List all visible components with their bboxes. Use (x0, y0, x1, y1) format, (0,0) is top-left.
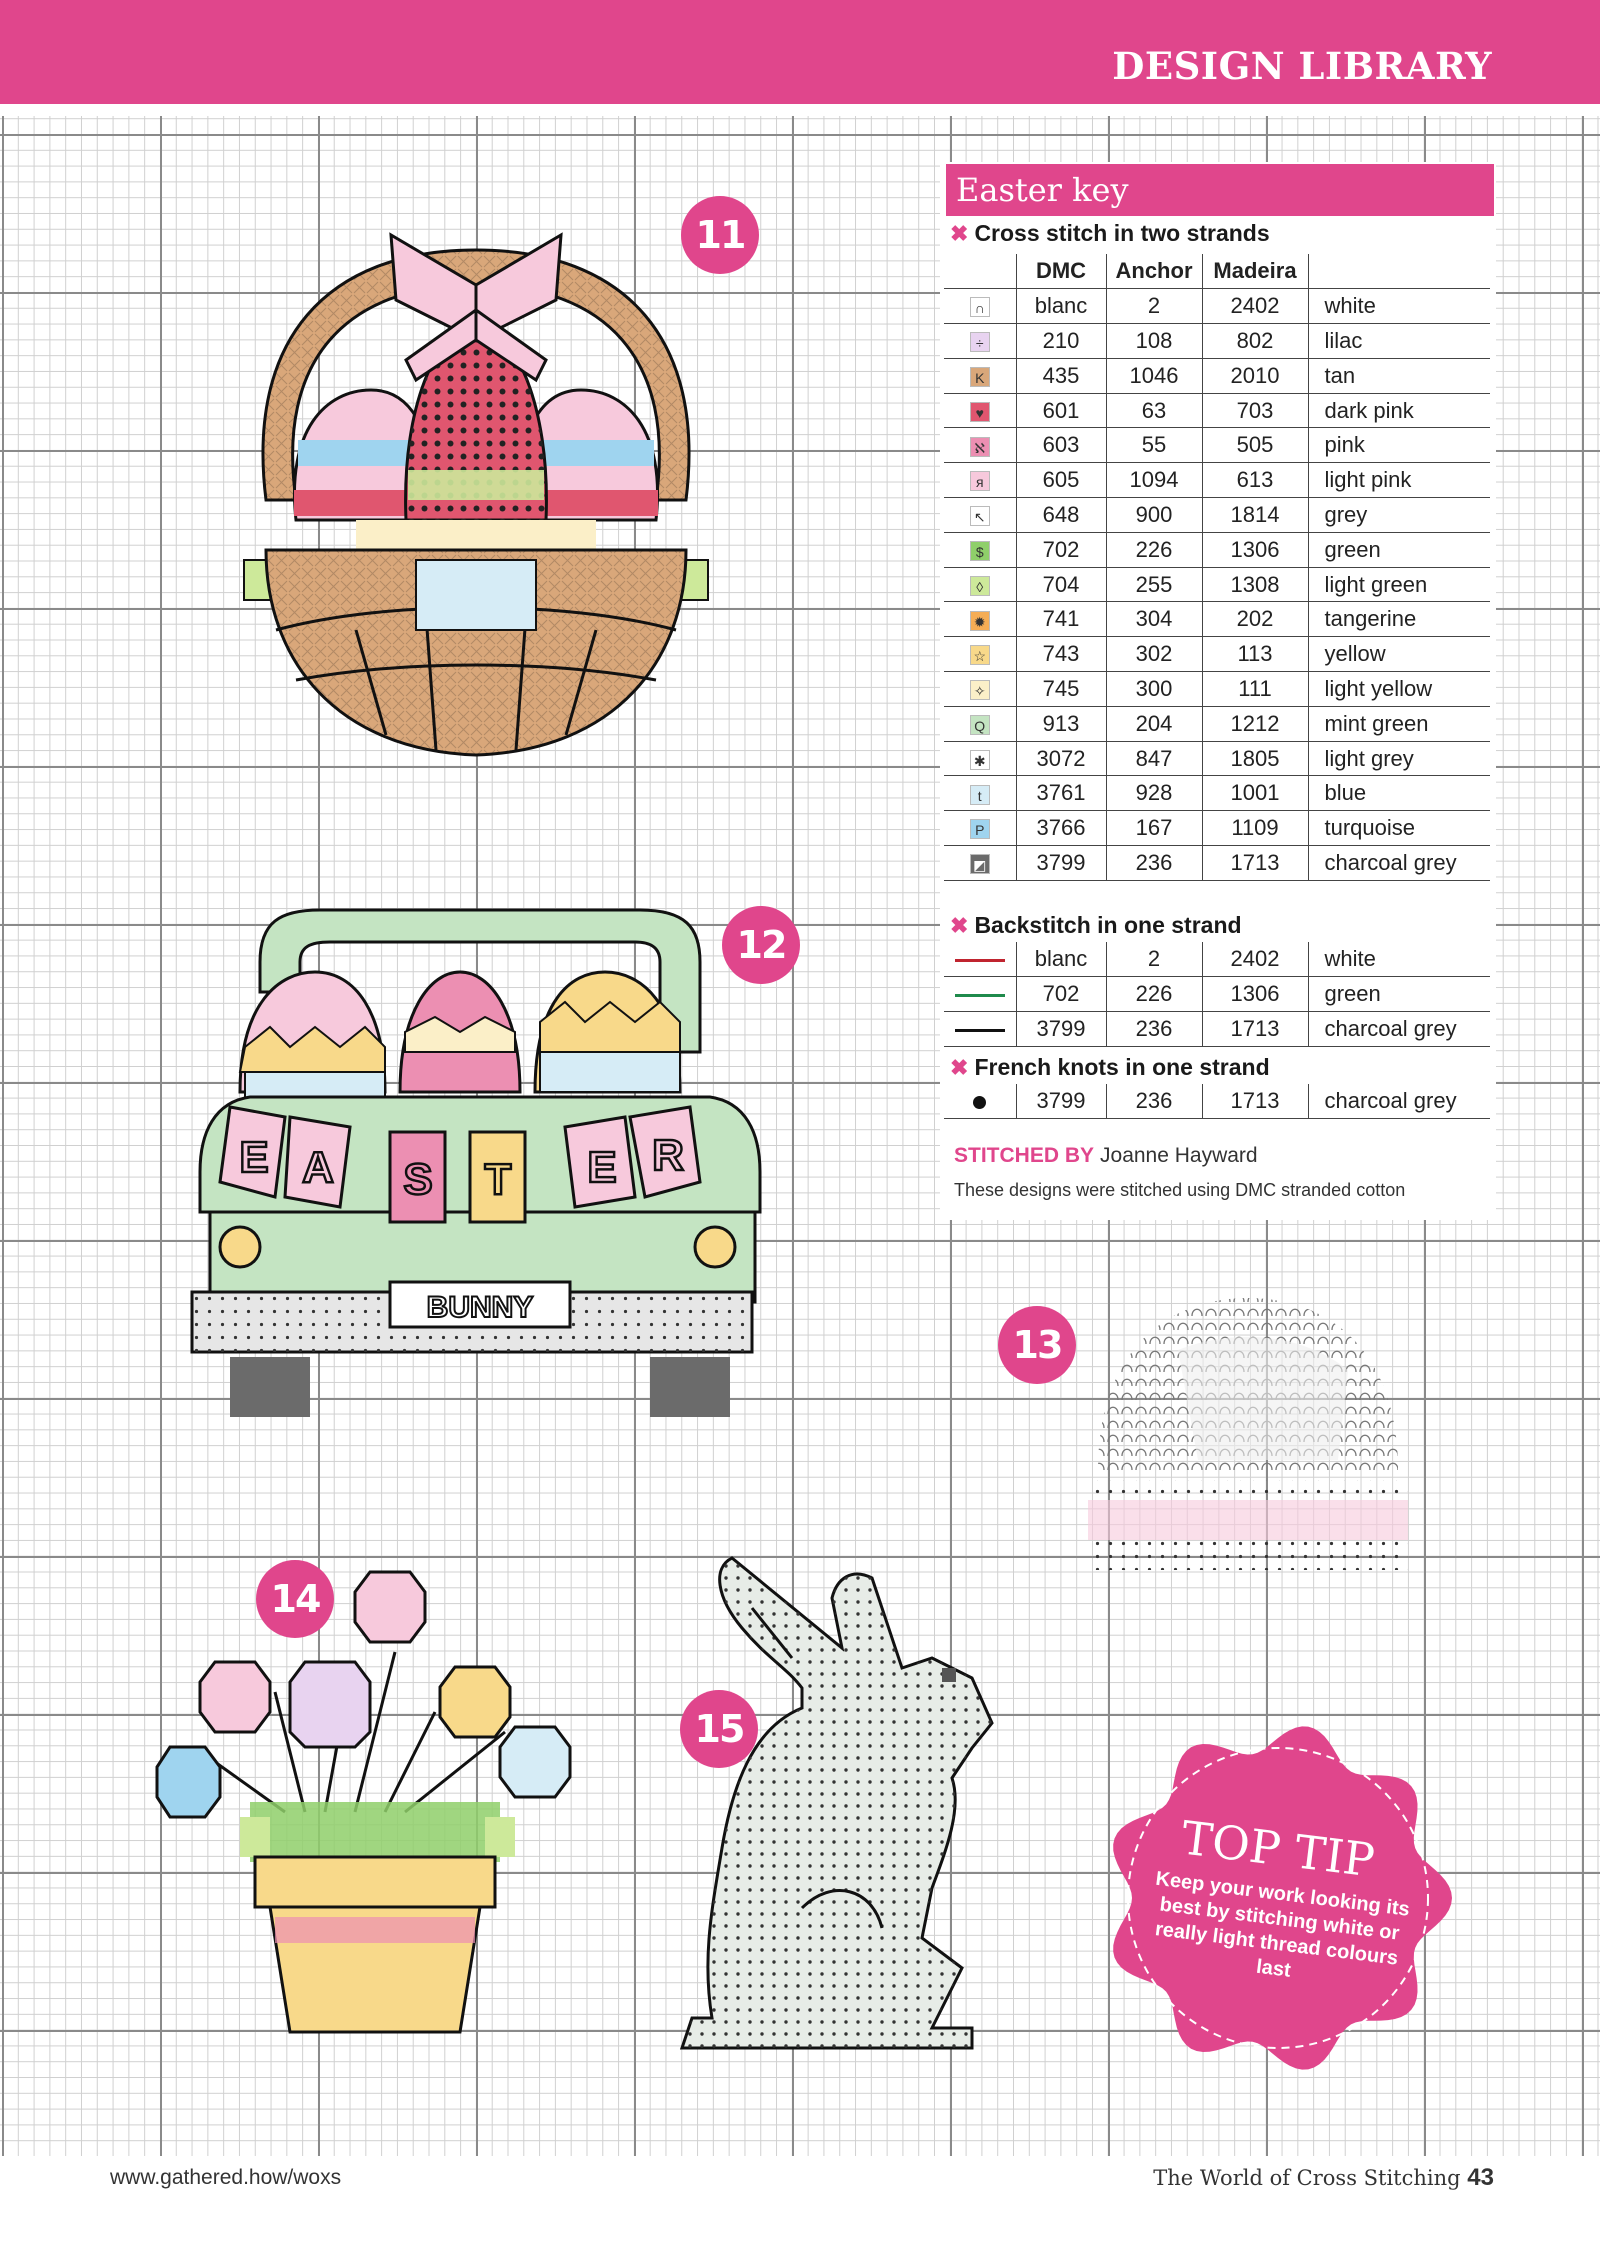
knot-swatch-cell (944, 1084, 1016, 1119)
madeira-cell: 1109 (1202, 811, 1308, 846)
madeira-cell: 613 (1202, 463, 1308, 498)
cross-stitch-heading (950, 220, 1270, 247)
key-row (944, 942, 1490, 977)
key-row (944, 977, 1490, 1012)
truck-letter-s: S (403, 1155, 433, 1204)
anchor-cell: 236 (1106, 846, 1202, 881)
dmc-column-header: DMC (1016, 254, 1106, 289)
colour-name-cell: lilac (1308, 324, 1490, 359)
symbol-cell (944, 672, 1016, 707)
stitch-symbol-icon: ✧ (970, 680, 990, 700)
colour-name-cell: charcoal grey (1308, 1012, 1490, 1047)
stitched-by (954, 1144, 1258, 1168)
madeira-cell: 703 (1202, 393, 1308, 428)
dmc-cell: blanc (1016, 289, 1106, 324)
footer-magazine (1153, 2164, 1494, 2192)
madeira-cell: 111 (1202, 672, 1308, 707)
key-row (944, 567, 1490, 602)
madeira-cell: 2402 (1202, 942, 1308, 977)
anchor-cell: 847 (1106, 741, 1202, 776)
magazine-name: The World of Cross Stitching (1153, 2166, 1461, 2190)
line-swatch-cell (944, 942, 1016, 977)
truck-letter-a: A (302, 1143, 334, 1192)
cross-icon: ✖ (950, 913, 969, 938)
line-swatch-cell (944, 977, 1016, 1012)
stitch-symbol-icon: я (970, 471, 990, 491)
dmc-cell: 435 (1016, 358, 1106, 393)
colour-name-cell: white (1308, 289, 1490, 324)
symbol-cell (944, 289, 1016, 324)
colour-name-cell: white (1308, 942, 1490, 977)
anchor-cell: 1046 (1106, 358, 1202, 393)
madeira-cell: 2010 (1202, 358, 1308, 393)
anchor-cell: 255 (1106, 567, 1202, 602)
anchor-cell: 300 (1106, 672, 1202, 707)
madeira-cell: 1212 (1202, 706, 1308, 741)
top-tip-badge (1098, 1718, 1458, 2078)
key-row (944, 393, 1490, 428)
french-knot-dot-icon (973, 1096, 986, 1109)
madeira-cell: 1713 (1202, 846, 1308, 881)
anchor-cell: 108 (1106, 324, 1202, 359)
colour-name-cell: light grey (1308, 741, 1490, 776)
colour-name-cell: mint green (1308, 706, 1490, 741)
key-row (944, 324, 1490, 359)
madeira-cell: 2402 (1202, 289, 1308, 324)
colour-name-cell: charcoal grey (1308, 846, 1490, 881)
truck-letter-t: T (484, 1155, 512, 1204)
key-row (944, 428, 1490, 463)
stitch-symbol-icon: ◊ (970, 576, 990, 596)
colour-name-cell: dark pink (1308, 393, 1490, 428)
colour-name-cell: pink (1308, 428, 1490, 463)
backstitch-heading (950, 912, 1242, 939)
colour-name-cell: light green (1308, 567, 1490, 602)
dmc-cell: 3799 (1016, 846, 1106, 881)
dmc-cell: 603 (1016, 428, 1106, 463)
key-row (944, 672, 1490, 707)
design-number-15: 15 (680, 1690, 758, 1768)
symbol-cell (944, 428, 1016, 463)
header-bar (0, 0, 1600, 104)
stitch-symbol-icon: $ (970, 541, 990, 561)
key-row (944, 1084, 1490, 1119)
symbol-cell (944, 637, 1016, 672)
stitch-symbol-icon: ✱ (970, 750, 990, 770)
cross-stitch-heading-text: Cross stitch in two strands (974, 220, 1270, 246)
symbol-cell (944, 706, 1016, 741)
anchor-column-header: Anchor (1106, 254, 1202, 289)
symbol-cell (944, 324, 1016, 359)
key-row (944, 358, 1490, 393)
colour-name-cell: grey (1308, 498, 1490, 533)
easter-key-panel (940, 162, 1496, 1220)
name-column-header (1308, 254, 1490, 289)
stitch-symbol-icon: ∩ (970, 297, 990, 317)
symbol-cell (944, 602, 1016, 637)
thread-note: These designs were stitched using DMC stranded cotton (954, 1180, 1406, 1200)
top-tip-title: TOP TIP (1178, 1810, 1378, 1888)
madeira-cell: 1713 (1202, 1012, 1308, 1047)
symbol-cell (944, 811, 1016, 846)
anchor-cell: 226 (1106, 977, 1202, 1012)
dmc-cell: 3072 (1016, 741, 1106, 776)
anchor-cell: 928 (1106, 776, 1202, 811)
dmc-cell: 210 (1016, 324, 1106, 359)
colour-name-cell: tan (1308, 358, 1490, 393)
madeira-cell: 202 (1202, 602, 1308, 637)
design-number-14: 14 (256, 1560, 334, 1638)
symbol-cell (944, 846, 1016, 881)
key-row (944, 741, 1490, 776)
stitched-by-name: Joanne Hayward (1100, 1144, 1258, 1167)
dmc-cell: 3799 (1016, 1012, 1106, 1047)
anchor-cell: 226 (1106, 532, 1202, 567)
line-swatch-cell (944, 1012, 1016, 1047)
backstitch-line-icon (955, 959, 1005, 962)
design-number-13: 13 (998, 1306, 1076, 1384)
stitch-symbol-icon: ☆ (970, 645, 990, 665)
dmc-cell: 648 (1016, 498, 1106, 533)
dmc-cell: 745 (1016, 672, 1106, 707)
anchor-cell: 63 (1106, 393, 1202, 428)
french-knots-heading-text: French knots in one strand (974, 1054, 1270, 1080)
dmc-cell: 601 (1016, 393, 1106, 428)
page-number: 43 (1467, 2164, 1494, 2191)
madeira-cell: 1306 (1202, 532, 1308, 567)
symbol-cell (944, 776, 1016, 811)
design-12-easter-truck (190, 902, 770, 1432)
colour-name-cell: green (1308, 977, 1490, 1012)
colour-name-cell: light pink (1308, 463, 1490, 498)
colour-name-cell: turquoise (1308, 811, 1490, 846)
design-number-12: 12 (722, 906, 800, 984)
madeira-column-header: Madeira (1202, 254, 1308, 289)
cross-icon: ✖ (950, 221, 969, 246)
colour-name-cell: tangerine (1308, 602, 1490, 637)
colour-name-cell: yellow (1308, 637, 1490, 672)
truck-letter-e1: E (239, 1133, 269, 1182)
anchor-cell: 236 (1106, 1084, 1202, 1119)
dmc-cell: blanc (1016, 942, 1106, 977)
symbol-cell (944, 741, 1016, 776)
design-number-11: 11 (681, 196, 759, 274)
stitch-symbol-icon: ↖ (970, 506, 990, 526)
stitch-symbol-icon: Q (970, 715, 990, 735)
dmc-cell: 704 (1016, 567, 1106, 602)
madeira-cell: 1805 (1202, 741, 1308, 776)
stitch-symbol-icon: ✹ (970, 611, 990, 631)
madeira-cell: 1306 (1202, 977, 1308, 1012)
key-row (944, 846, 1490, 881)
dmc-cell: 702 (1016, 977, 1106, 1012)
truck-letter-r: R (652, 1131, 684, 1180)
anchor-cell: 204 (1106, 706, 1202, 741)
footer-url: www.gathered.how/woxs (110, 2166, 342, 2189)
madeira-cell: 1308 (1202, 567, 1308, 602)
dmc-cell: 741 (1016, 602, 1106, 637)
colour-name-cell: blue (1308, 776, 1490, 811)
french-knots-heading (950, 1054, 1270, 1081)
key-row (944, 637, 1490, 672)
anchor-cell: 302 (1106, 637, 1202, 672)
key-row (944, 498, 1490, 533)
madeira-cell: 1001 (1202, 776, 1308, 811)
design-14-egg-flowerpot (155, 1562, 595, 2042)
symbol-cell (944, 567, 1016, 602)
truck-letter-e2: E (587, 1143, 617, 1192)
top-tip-body: Keep your work looking its best by stitching white or really light thread colours last (1153, 1867, 1411, 1982)
anchor-cell: 2 (1106, 289, 1202, 324)
symbol-cell (944, 498, 1016, 533)
anchor-cell: 2 (1106, 942, 1202, 977)
dmc-cell: 605 (1016, 463, 1106, 498)
design-15-rabbit (672, 1548, 1002, 2068)
key-row (944, 811, 1490, 846)
dmc-cell: 913 (1016, 706, 1106, 741)
symbol-column-header (944, 254, 1016, 289)
symbol-cell (944, 532, 1016, 567)
symbol-cell (944, 358, 1016, 393)
anchor-cell: 55 (1106, 428, 1202, 463)
madeira-cell: 1814 (1202, 498, 1308, 533)
backstitch-table (944, 942, 1490, 1047)
french-knots-table (944, 1084, 1490, 1119)
backstitch-heading-text: Backstitch in one strand (974, 912, 1242, 938)
symbol-cell (944, 463, 1016, 498)
anchor-cell: 900 (1106, 498, 1202, 533)
stitch-symbol-icon: ◩ (970, 854, 990, 874)
anchor-cell: 304 (1106, 602, 1202, 637)
stitch-symbol-icon: ÷ (970, 332, 990, 352)
madeira-cell: 505 (1202, 428, 1308, 463)
anchor-cell: 236 (1106, 1012, 1202, 1047)
madeira-cell: 113 (1202, 637, 1308, 672)
table-header-row (944, 254, 1490, 289)
colour-name-cell: charcoal grey (1308, 1084, 1490, 1119)
key-row (944, 602, 1490, 637)
colour-name-cell: light yellow (1308, 672, 1490, 707)
symbol-cell (944, 393, 1016, 428)
key-row (944, 1012, 1490, 1047)
backstitch-line-icon (955, 994, 1005, 997)
dmc-cell: 702 (1016, 532, 1106, 567)
madeira-cell: 1713 (1202, 1084, 1308, 1119)
design-13-grey-egg (1078, 1290, 1418, 1580)
key-row (944, 776, 1490, 811)
stitch-symbol-icon: ♥ (970, 402, 990, 422)
design-11-easter-basket (236, 190, 716, 770)
key-title: Easter key (946, 164, 1494, 216)
stitch-symbol-icon: P (970, 819, 990, 839)
key-row (944, 706, 1490, 741)
dmc-cell: 3799 (1016, 1084, 1106, 1119)
stitch-symbol-icon: t (970, 785, 990, 805)
section-title: DESIGN LIBRARY (1112, 44, 1492, 88)
dmc-cell: 3766 (1016, 811, 1106, 846)
anchor-cell: 1094 (1106, 463, 1202, 498)
backstitch-line-icon (955, 1029, 1005, 1032)
key-row (944, 463, 1490, 498)
cross-icon: ✖ (950, 1055, 969, 1080)
truck-plate-text: BUNNY (426, 1291, 534, 1324)
madeira-cell: 802 (1202, 324, 1308, 359)
stitch-symbol-icon: K (970, 367, 990, 387)
colour-name-cell: green (1308, 532, 1490, 567)
dmc-cell: 743 (1016, 637, 1106, 672)
stitched-by-label: STITCHED BY (954, 1144, 1095, 1167)
dmc-cell: 3761 (1016, 776, 1106, 811)
key-row (944, 289, 1490, 324)
key-row (944, 532, 1490, 567)
cross-stitch-table (944, 254, 1490, 881)
anchor-cell: 167 (1106, 811, 1202, 846)
stitch-symbol-icon: ℵ (970, 437, 990, 457)
